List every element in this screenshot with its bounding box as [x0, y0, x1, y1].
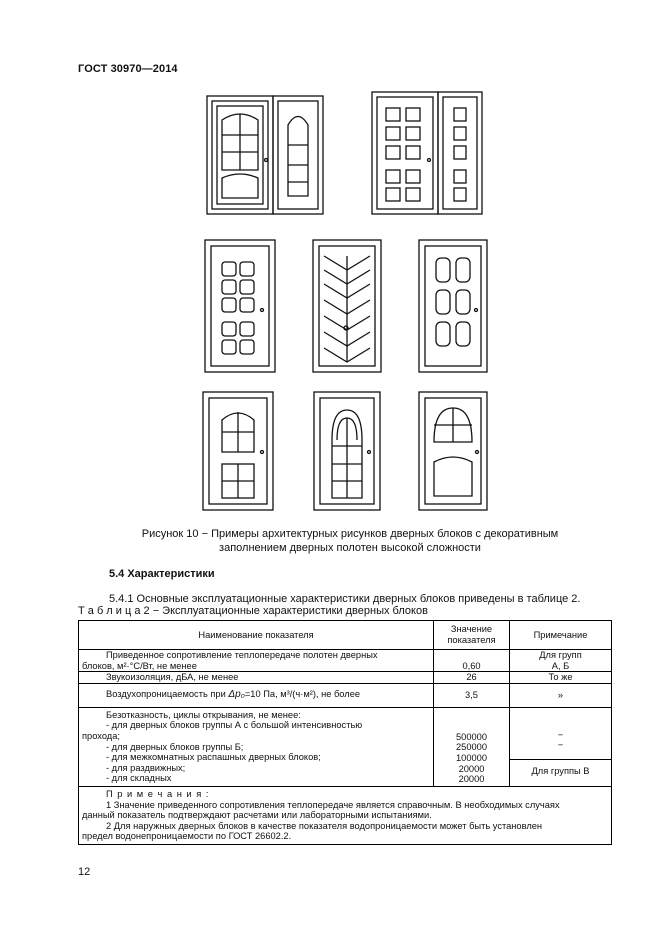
notes-title: П р и м е ч а н и я :	[106, 788, 210, 799]
door-drawing	[438, 92, 482, 214]
row-note: То же	[510, 672, 612, 684]
table-notes	[79, 786, 612, 844]
row-note-group	[510, 708, 611, 760]
door-drawing	[273, 96, 323, 214]
table-header-row	[79, 621, 612, 650]
row-name	[79, 650, 434, 672]
door-drawing	[207, 96, 273, 214]
section-title: 5.4 Характеристики	[109, 568, 215, 580]
row-value-line: 500000	[455, 731, 488, 742]
note-line: 1 Значение приведенного сопротивления теплопередаче является справочным. В необходимых случаях	[106, 799, 560, 810]
row-note-group: Для группы В	[531, 765, 590, 776]
row-name-line: - для дверных блоков группы А с большой интенсивностью	[106, 720, 363, 731]
document-header: ГОСТ 30970—2014	[78, 63, 178, 75]
row-value-line: 20000	[458, 774, 485, 785]
door-drawing	[419, 392, 487, 510]
header-note: Примечание	[510, 621, 612, 650]
figure-caption	[90, 527, 610, 555]
body-paragraph: 5.4.1 Основные эксплуатационные характеристики дверных блоков приведены в таблице 2.	[109, 593, 581, 605]
table-notes-row	[79, 786, 612, 844]
table-row	[79, 672, 612, 684]
characteristics-table	[78, 620, 612, 845]
note-line: 2 Для наружных дверных блоков в качестве показателя водопроницаемости может быть установлен	[106, 820, 543, 831]
delta-p-symbol: Δp₀	[228, 689, 245, 701]
row-name-line: Приведенное сопротивление теплопередаче полотен дверных	[106, 650, 378, 660]
table-caption-prefix: Т а б л и ц а	[78, 605, 141, 617]
row-value-line: 100000	[455, 752, 488, 763]
door-drawing	[205, 240, 275, 372]
row-value: 3,5	[434, 683, 510, 707]
door-drawing	[203, 392, 273, 510]
row-name-line: - для межкомнатных распашных дверных блоков;	[106, 752, 321, 763]
row-name-line: блоков, м²·°С/Вт, не менее	[82, 660, 197, 671]
header-name: Наименование показателя	[79, 621, 434, 650]
row-note-line: −	[557, 740, 564, 751]
row-name-line: - для складных	[106, 773, 172, 784]
figure-caption-line: Рисунок 10 − Примеры архитектурных рисунков дверных блоков с декоративным	[141, 528, 559, 540]
table-caption-text: 2 − Эксплуатационные характеристики дверных блоков	[143, 605, 428, 617]
door-drawing	[419, 240, 487, 372]
row-name-line: прохода;	[82, 730, 120, 741]
table-row	[79, 650, 612, 672]
row-value: 0,60	[434, 650, 510, 672]
row-note-line: Для групп	[539, 650, 582, 660]
row-value: 26	[434, 672, 510, 684]
row-value	[434, 707, 510, 786]
header-value: Значение показателя	[434, 621, 510, 650]
door-drawing	[314, 392, 380, 510]
table-caption	[78, 605, 428, 617]
note-line: предел водонепроницаемости по ГОСТ 26602.2.	[82, 831, 292, 842]
door-drawing	[372, 92, 438, 214]
row-name-post: =10 Па, м³/(ч·м²), не более	[244, 689, 361, 700]
row-value-line: 250000	[455, 742, 488, 753]
row-name	[79, 707, 434, 786]
row-name-line: - для раздвижных;	[106, 762, 186, 773]
row-value-line: 20000	[458, 763, 485, 774]
door-drawing	[313, 240, 381, 372]
row-name-pre: Воздухопроницаемость при	[106, 689, 226, 700]
row-note: »	[510, 683, 612, 707]
row-name-line: Безотказность, циклы открывания, не менее:	[106, 709, 301, 720]
row-name	[79, 683, 434, 707]
row-note	[510, 707, 612, 786]
row-note-line: А, Б	[551, 660, 570, 671]
note-line: данный показатель подтверждают расчетами или лабораторными испытаниями.	[82, 810, 432, 821]
table-row	[79, 707, 612, 786]
table-row	[79, 683, 612, 707]
row-name: Звукоизоляция, дБА, не менее	[79, 672, 434, 684]
row-note-line: −	[557, 729, 564, 740]
figure-caption-line: заполнением дверных полотен высокой сложности	[219, 542, 481, 554]
page-number: 12	[78, 866, 91, 878]
row-name-line: - для дверных блоков группы Б;	[106, 741, 244, 752]
row-note	[510, 650, 612, 672]
